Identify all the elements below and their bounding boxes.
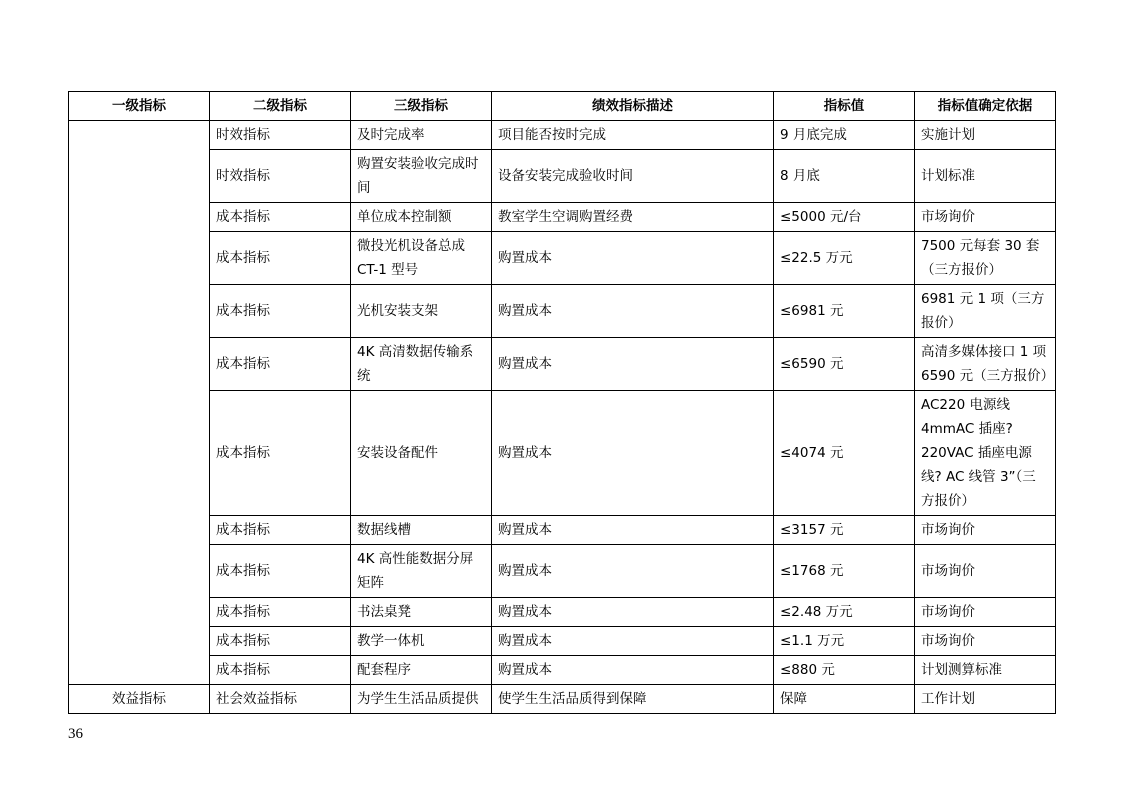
table-row <box>69 516 1056 545</box>
level2-cell: 成本指标 <box>210 516 351 545</box>
value-cell: ≤1.1 万元 <box>774 627 915 656</box>
level3-cell: 教学一体机 <box>351 627 492 656</box>
description-cell: 项目能否按时完成 <box>492 121 774 150</box>
level3-cell: 数据线槽 <box>351 516 492 545</box>
table-row <box>69 598 1056 627</box>
level3-cell: 4K 高清数据传输系统 <box>351 338 492 391</box>
value-cell: ≤6981 元 <box>774 285 915 338</box>
level2-cell: 成本指标 <box>210 545 351 598</box>
header-level1: 一级指标 <box>69 92 210 121</box>
table-row <box>69 285 1056 338</box>
level2-cell: 时效指标 <box>210 121 351 150</box>
header-basis: 指标值确定依据 <box>915 92 1056 121</box>
value-cell: ≤6590 元 <box>774 338 915 391</box>
description-cell: 购置成本 <box>492 232 774 285</box>
description-cell: 购置成本 <box>492 656 774 685</box>
basis-cell: 工作计划 <box>915 685 1056 714</box>
table-row <box>69 545 1056 598</box>
level3-cell: 光机安装支架 <box>351 285 492 338</box>
basis-cell: 市场询价 <box>915 598 1056 627</box>
table-row <box>69 150 1056 203</box>
level3-cell: 安装设备配件 <box>351 391 492 516</box>
basis-cell: 计划标准 <box>915 150 1056 203</box>
basis-cell: 计划测算标准 <box>915 656 1056 685</box>
basis-cell: 高清多媒体接口 1 项 6590 元（三方报价） <box>915 338 1056 391</box>
basis-cell: 实施计划 <box>915 121 1056 150</box>
table-row <box>69 391 1056 516</box>
value-cell: ≤4074 元 <box>774 391 915 516</box>
value-cell: ≤1768 元 <box>774 545 915 598</box>
page-number: 36 <box>68 726 83 742</box>
value-cell: ≤5000 元/台 <box>774 203 915 232</box>
basis-cell: AC220 电源线 4mmAC 插座? 220VAC 插座电源线? AC 线管 3”（三方报价） <box>915 391 1056 516</box>
level2-cell: 成本指标 <box>210 391 351 516</box>
level1-cell: 效益指标 <box>69 685 210 714</box>
table-row <box>69 232 1056 285</box>
level2-cell: 社会效益指标 <box>210 685 351 714</box>
description-cell: 使学生生活品质得到保障 <box>492 685 774 714</box>
level2-cell: 成本指标 <box>210 338 351 391</box>
table-header-row <box>69 92 1056 121</box>
level3-cell: 4K 高性能数据分屏矩阵 <box>351 545 492 598</box>
table-row <box>69 656 1056 685</box>
basis-cell: 6981 元 1 项（三方报价） <box>915 285 1056 338</box>
level1-cell-empty <box>69 121 210 685</box>
level3-cell: 微投光机设备总成 CT-1 型号 <box>351 232 492 285</box>
table-row <box>69 203 1056 232</box>
description-cell: 购置成本 <box>492 598 774 627</box>
level2-cell: 成本指标 <box>210 656 351 685</box>
basis-cell: 市场询价 <box>915 545 1056 598</box>
value-cell: ≤22.5 万元 <box>774 232 915 285</box>
value-cell: 9 月底完成 <box>774 121 915 150</box>
table-row-benefit <box>69 685 1056 714</box>
level2-cell: 成本指标 <box>210 598 351 627</box>
level3-cell: 单位成本控制额 <box>351 203 492 232</box>
basis-cell: 7500 元每套 30 套（三方报价） <box>915 232 1056 285</box>
value-cell: ≤880 元 <box>774 656 915 685</box>
level3-cell: 书法桌凳 <box>351 598 492 627</box>
level2-cell: 成本指标 <box>210 285 351 338</box>
header-description: 绩效指标描述 <box>492 92 774 121</box>
description-cell: 购置成本 <box>492 338 774 391</box>
value-cell: ≤3157 元 <box>774 516 915 545</box>
table-row <box>69 627 1056 656</box>
description-cell: 购置成本 <box>492 627 774 656</box>
level3-cell: 配套程序 <box>351 656 492 685</box>
level2-cell: 时效指标 <box>210 150 351 203</box>
table-row <box>69 338 1056 391</box>
header-level2: 二级指标 <box>210 92 351 121</box>
performance-indicator-table <box>68 91 1056 714</box>
level3-cell: 及时完成率 <box>351 121 492 150</box>
description-cell: 设备安装完成验收时间 <box>492 150 774 203</box>
basis-cell: 市场询价 <box>915 203 1056 232</box>
description-cell: 购置成本 <box>492 285 774 338</box>
level2-cell: 成本指标 <box>210 627 351 656</box>
level3-cell: 购置安装验收完成时间 <box>351 150 492 203</box>
value-cell: 8 月底 <box>774 150 915 203</box>
description-cell: 购置成本 <box>492 516 774 545</box>
level2-cell: 成本指标 <box>210 203 351 232</box>
table-row <box>69 121 1056 150</box>
description-cell: 购置成本 <box>492 545 774 598</box>
basis-cell: 市场询价 <box>915 627 1056 656</box>
description-cell: 购置成本 <box>492 391 774 516</box>
header-level3: 三级指标 <box>351 92 492 121</box>
basis-cell: 市场询价 <box>915 516 1056 545</box>
value-cell: ≤2.48 万元 <box>774 598 915 627</box>
level2-cell: 成本指标 <box>210 232 351 285</box>
value-cell: 保障 <box>774 685 915 714</box>
description-cell: 教室学生空调购置经费 <box>492 203 774 232</box>
header-value: 指标值 <box>774 92 915 121</box>
level3-cell: 为学生生活品质提供 <box>351 685 492 714</box>
